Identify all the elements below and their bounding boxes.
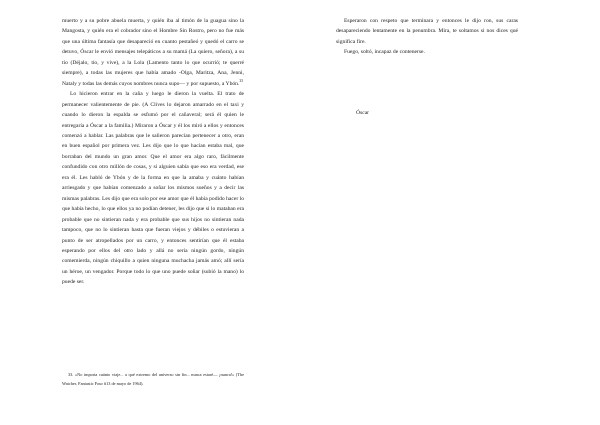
right-page-body <box>336 16 518 58</box>
footnote-text: «No importa cuánto viaje... a qué extremo del universo sin fin... nunca estaré— ¡nunca!» (The Watcher, Fantastic Four #13 de mayo de 1964). <box>62 372 244 386</box>
signature-line: Óscar <box>356 110 370 116</box>
paragraph-1 <box>62 16 244 89</box>
footnote-reference[interactable]: 33 <box>239 78 243 83</box>
right-page <box>300 0 600 425</box>
left-page-body <box>62 16 244 288</box>
footnote <box>62 370 244 388</box>
paragraph-3: Esperaron con respeto que terminara y entonces le dijo ron, sus caras desapareciendo lentamente en la penumbra. Mira, te soltamos si nos dices qué significa fire. <box>336 18 518 45</box>
paragraph-2: Lo hicieron entrar en la caña y luego le dieron la vuelta. El trato de permanecer valientemente de pie. (A Clives lo dejaron amarrado en el taxi y cuando lo dieron la espalda se esfumó por el cañaveral; será él quien le entregaría a Óscar a la familia.) Miraron a Óscar y él los miró a ellos y entonces comenzó a hablar. Las palabras que le salieron parecían pertenecer a otro, eran en buen español por primera vez. Les dijo que lo que hacían estaba mal, que borraban del mundo un gran amor. Que el amor era algo raro, fácilmente confundido con otro millón de cosas, y si alguien sabía que eso era verdad, ese era él. Les habló de Ybón y de la forma en que la amaba y cuánto habían arriesgado y que habían comenzado a soñar los mismos sueños y a decir las mismas palabras. Les dijo que era solo por ese amor que él había podido hacer lo que había hecho, lo que ellos ya no podían detener, les dijo que si lo mataban era probable que no sintieran nada y era probable que sus hijos no sintieran nada tampoco, que no lo sintieran hasta que fueran viejos y débiles o estuvieran a punto de ser atropellados por un carro, y entonces sentirían que él estaba esperando por ellos del otro lado y allá no sería ningún gordo, ningún comemierda, ningún chiquillo a quien ninguna muchacha jamás amó; allí sería un héroe, un vengador. Porque todo lo que uno puede soñar (subió la mano) lo puede ser. <box>62 91 244 286</box>
paragraph-1-text: muerto y a su pobre abuela muerta, y quién iba al timón de la guagua sino la Mangosta, y quién era el cobrador sino el Hombre Sin Rostro, pero no fue más que una última fantasía que desapareció en cuanto pestañeó y quedó el carro se detuvo, Óscar le envió mensajes telepáticos a su mamá (La quiero, señora), a su tío (Déjalo, tío, y vive), a la Lola (Lamento tanto lo que ocurrió; te querré siempre), a todas las mujeres que había amado -Olga, Maritza, Ana, Jenni, Nataly y todas las demás cuyos nombres nunca supo— y por supuesto, a Ybón. <box>62 18 244 87</box>
paragraph-4: Fuego, soltó, incapaz de contenerse. <box>344 49 425 56</box>
footnote-number: 33. <box>68 372 74 377</box>
